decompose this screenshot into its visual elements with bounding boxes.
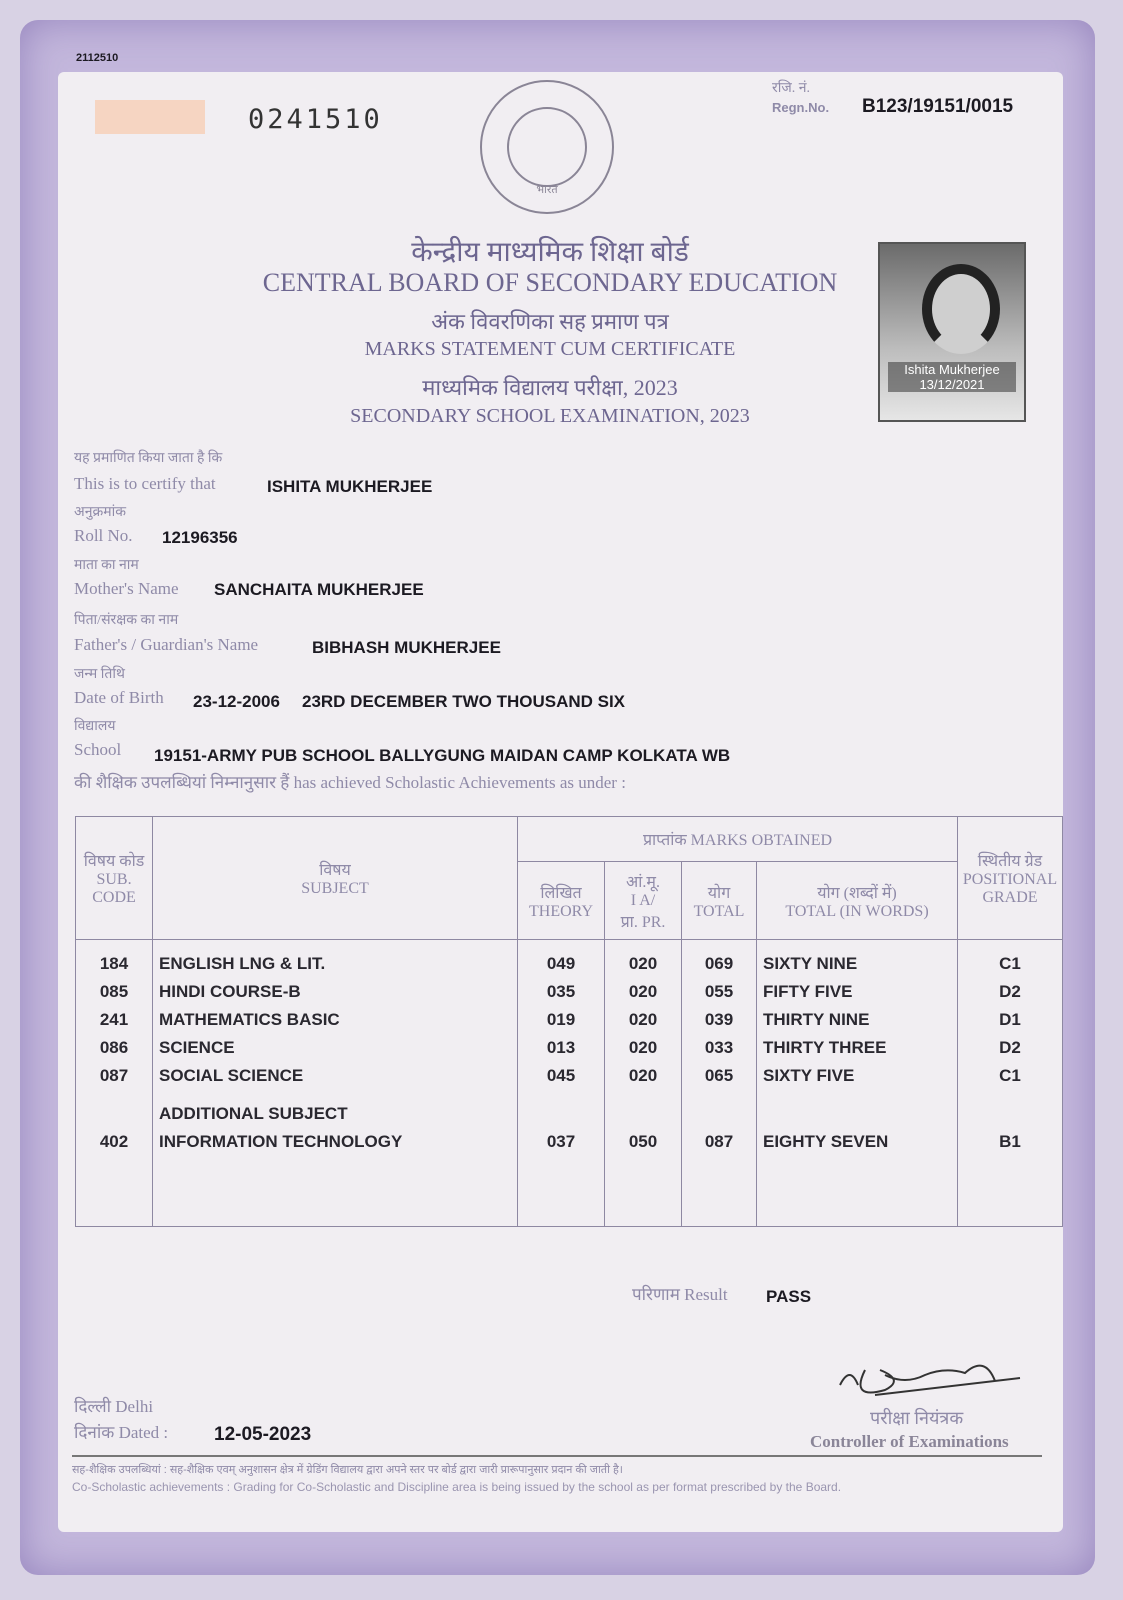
roll-number: 12196356 [162,528,238,547]
controller-label: Controller of Examinations [810,1432,1009,1451]
student-photo [878,242,1026,422]
empty-cell [605,1156,682,1226]
regn-label: Regn.No. [772,100,830,115]
school-name: 19151-ARMY PUB SCHOOL BALLYGUNG MAIDAN CAMP KOLKATA WB [154,746,731,765]
empty-cell [682,1156,757,1226]
cell-words: THIRTY NINE [757,1006,958,1034]
roll-label-hi: अनुक्रमांक [74,505,126,520]
empty-cell [958,1090,1063,1128]
cell-ia: 020 [605,1034,682,1062]
dob-label-hi: जन्म तिथि [74,667,125,682]
cell-ia: 020 [605,940,682,979]
roll-label: Roll No. [74,526,133,545]
h-total: TOTAL [693,902,745,920]
school-label-hi: विद्यालय [74,719,116,734]
cell-theory: 037 [518,1128,605,1156]
cell-code: 402 [76,1128,153,1156]
cell-words: FIFTY FIVE [757,978,958,1006]
h-code: SUB. CODE [92,871,136,906]
dob-label: Date of Birth [74,688,164,707]
cell-code: 086 [76,1034,153,1062]
cell-ia: 020 [605,1062,682,1090]
h-theory: THEORY [529,902,593,920]
cell-theory: 045 [518,1062,605,1090]
student-name: ISHITA MUKHERJEE [267,477,433,496]
cell-subject: ENGLISH LNG & LIT. [153,940,518,979]
empty-cell [518,1156,605,1226]
dated-label: Dated : [118,1423,169,1442]
co-scholastic-note: Co-Scholastic achievements : Grading for Co-Scholastic and Discipline area is being issued by the school as per format prescribed by the Board. [72,1480,842,1494]
marks-row [76,1034,1063,1062]
marks-row [76,978,1063,1006]
cell-code: 085 [76,978,153,1006]
marks-row [76,940,1063,979]
cell-code: 241 [76,1006,153,1034]
cell-total: 069 [682,940,757,979]
cell-words: EIGHTY SEVEN [757,1128,958,1156]
father-name: BIBHASH MUKHERJEE [312,638,501,657]
empty-cell [518,1090,605,1128]
cell-subject: SOCIAL SCIENCE [153,1062,518,1090]
cell-grade: D2 [958,978,1063,1006]
marks-row [76,1128,1063,1156]
h-grade: POSITIONAL GRADE [962,871,1058,906]
regn-number: B123/19151/0015 [862,96,1014,117]
doc-title: MARKS STATEMENT CUM CERTIFICATE [364,338,736,360]
cell-grade: C1 [958,1062,1063,1090]
photo-date: 13/12/2021 [919,377,985,392]
controller-label-hi: परीक्षा नियंत्रक [870,1408,964,1428]
father-label: Father's / Guardian's Name [74,635,259,654]
cell-ia: 050 [605,1128,682,1156]
achieved-label: has achieved Scholastic Achievements as under : [293,773,626,792]
place-label-hi: दिल्ली [74,1397,112,1416]
achieved-label-hi: की शैक्षिक उपलब्धियां निम्नानुसार हैं [74,773,290,792]
cell-grade: B1 [958,1128,1063,1156]
h-code-hi: विषय कोड [83,853,145,870]
father-label-hi: पिता/संरक्षक का नाम [74,613,179,628]
mother-name: SANCHAITA MUKHERJEE [214,580,424,599]
empty-cell [958,1156,1063,1226]
mother-label-hi: माता का नाम [74,558,139,573]
cell-grade: C1 [958,940,1063,979]
additional-subject-label: ADDITIONAL SUBJECT [153,1090,518,1128]
cell-theory: 035 [518,978,605,1006]
cell-grade: D2 [958,1034,1063,1062]
cell-total: 033 [682,1034,757,1062]
h-marks-obtained: प्राप्तांक MARKS OBTAINED [518,817,958,862]
cell-theory: 013 [518,1034,605,1062]
exam-title-hi: माध्यमिक विद्यालय परीक्षा, 2023 [422,375,678,400]
empty-cell [76,1156,153,1226]
cell-grade: D1 [958,1006,1063,1034]
cell-total: 065 [682,1062,757,1090]
dob-value: 23-12-2006 [193,692,280,711]
school-label: School [74,740,122,759]
cell-code: 184 [76,940,153,979]
result-value: PASS [766,1287,812,1306]
cell-words: SIXTY FIVE [757,1062,958,1090]
certify-label-hi: यह प्रमाणित किया जाता है कि [74,451,223,466]
board-title: CENTRAL BOARD OF SECONDARY EDUCATION [262,268,838,297]
empty-cell [757,1090,958,1128]
marks-row [76,1062,1063,1090]
place-label: Delhi [115,1397,154,1416]
certify-label: This is to certify that [74,474,216,493]
h-theory-hi: लिखित [540,884,582,902]
dob-words: 23RD DECEMBER TWO THOUSAND SIX [302,692,626,711]
cell-words: SIXTY NINE [757,940,958,979]
empty-cell [682,1090,757,1128]
board-title-hi: केन्द्रीय माध्यमिक शिक्षा बोर्ड [411,237,689,268]
h-ia-hi: आं.मू. [626,873,660,891]
result-label: Result [684,1285,728,1304]
h-total-hi: योग [707,884,731,902]
issue-date: 12-05-2023 [214,1424,312,1445]
empty-cell [153,1156,518,1226]
empty-cell [757,1156,958,1226]
cell-theory: 049 [518,940,605,979]
redacted-strip [95,100,205,134]
cell-theory: 019 [518,1006,605,1034]
seal-text: भारत [536,184,558,196]
marks-table [75,816,1063,1227]
empty-cell [76,1090,153,1128]
exam-title: SECONDARY SCHOOL EXAMINATION, 2023 [350,405,750,427]
cell-subject: HINDI COURSE-B [153,978,518,1006]
cell-subject: MATHEMATICS BASIC [153,1006,518,1034]
signature [835,1350,1025,1410]
regn-label-hi: रजि. नं. [772,81,811,96]
cell-words: THIRTY THREE [757,1034,958,1062]
h-words: TOTAL (IN WORDS) [785,902,929,920]
cbse-seal-logo [480,80,614,214]
result-label-hi: परिणाम [632,1285,680,1304]
co-scholastic-note-hi: सह-शैक्षिक उपलब्धियां : सह-शैक्षिक एवम् अनुशासन क्षेत्र में ग्रेडिंग विद्यालय द्वारा अपने स्तर पर बोर्ड द्वारा जारी प्रारूपानुसार प्रदान की जाती है। [72,1464,623,1476]
cell-total: 039 [682,1006,757,1034]
serial-number: 0241510 [248,104,383,135]
cell-code: 087 [76,1062,153,1090]
h-words-hi: योग (शब्दों में) [817,884,897,902]
h-ia: I A/ [630,891,656,909]
cell-ia: 020 [605,978,682,1006]
empty-cell [605,1090,682,1128]
mother-label: Mother's Name [74,579,179,598]
dated-label-hi: दिनांक [74,1423,115,1442]
cell-subject: INFORMATION TECHNOLOGY [153,1128,518,1156]
marks-row [76,1006,1063,1034]
h-ia-pr: प्रा. PR. [620,913,666,931]
h-subject-hi: विषय [319,862,351,879]
footer-divider [72,1455,1042,1457]
cell-subject: SCIENCE [153,1034,518,1062]
h-subject: SUBJECT [301,880,369,897]
cell-ia: 020 [605,1006,682,1034]
h-grade-hi: स्थितीय ग्रेड [977,853,1043,870]
cell-total: 087 [682,1128,757,1156]
photo-name: Ishita Mukherjee [904,362,1000,377]
top-code: 2112510 [76,52,119,64]
doc-title-hi: अंक विवरणिका सह प्रमाण पत्र [431,309,669,334]
cell-total: 055 [682,978,757,1006]
